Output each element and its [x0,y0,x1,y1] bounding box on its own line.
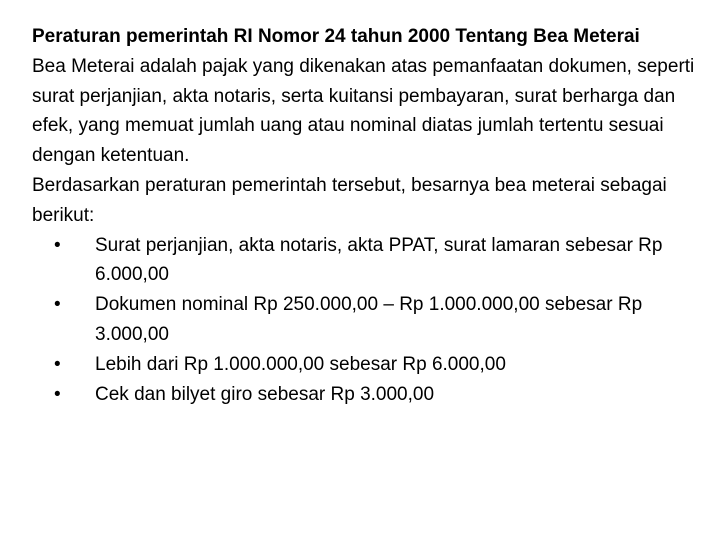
bullet-icon: • [54,353,61,375]
list-item-text: Cek dan bilyet giro sebesar Rp 3.000,00 [95,383,435,405]
list-item [32,380,702,410]
bullet-icon: • [54,383,61,405]
tariff-list [32,231,702,410]
slide-content [32,22,702,409]
list-item-text: Lebih dari Rp 1.000.000,00 sebesar Rp 6.000,00 [95,353,506,375]
list-item-text: Dokumen nominal Rp 250.000,00 – Rp 1.000.000,00 sebesar Rp 3.000,00 [95,294,643,345]
intro-paragraph: Bea Meterai adalah pajak yang dikenakan atas pemanfaatan dokumen, seperti surat perjanjian, akta notaris, serta kuitansi pembayaran, surat berharga dan efek, yang memuat jumlah uang atau nominal diatas jumlah tertentu sesuai dengan ketentuan. [32,55,695,167]
bullet-icon: • [54,234,61,256]
bullet-icon: • [54,294,61,316]
lead-paragraph: Berdasarkan peraturan pemerintah tersebut, besarnya bea meterai sebagai berikut: [32,174,667,226]
list-item [32,290,702,350]
document-title: Peraturan pemerintah RI Nomor 24 tahun 2000 Tentang Bea Meterai [32,26,640,47]
list-item [32,350,702,380]
list-item [32,231,702,291]
list-item-text: Surat perjanjian, akta notaris, akta PPAT, surat lamaran sebesar Rp 6.000,00 [95,234,663,286]
